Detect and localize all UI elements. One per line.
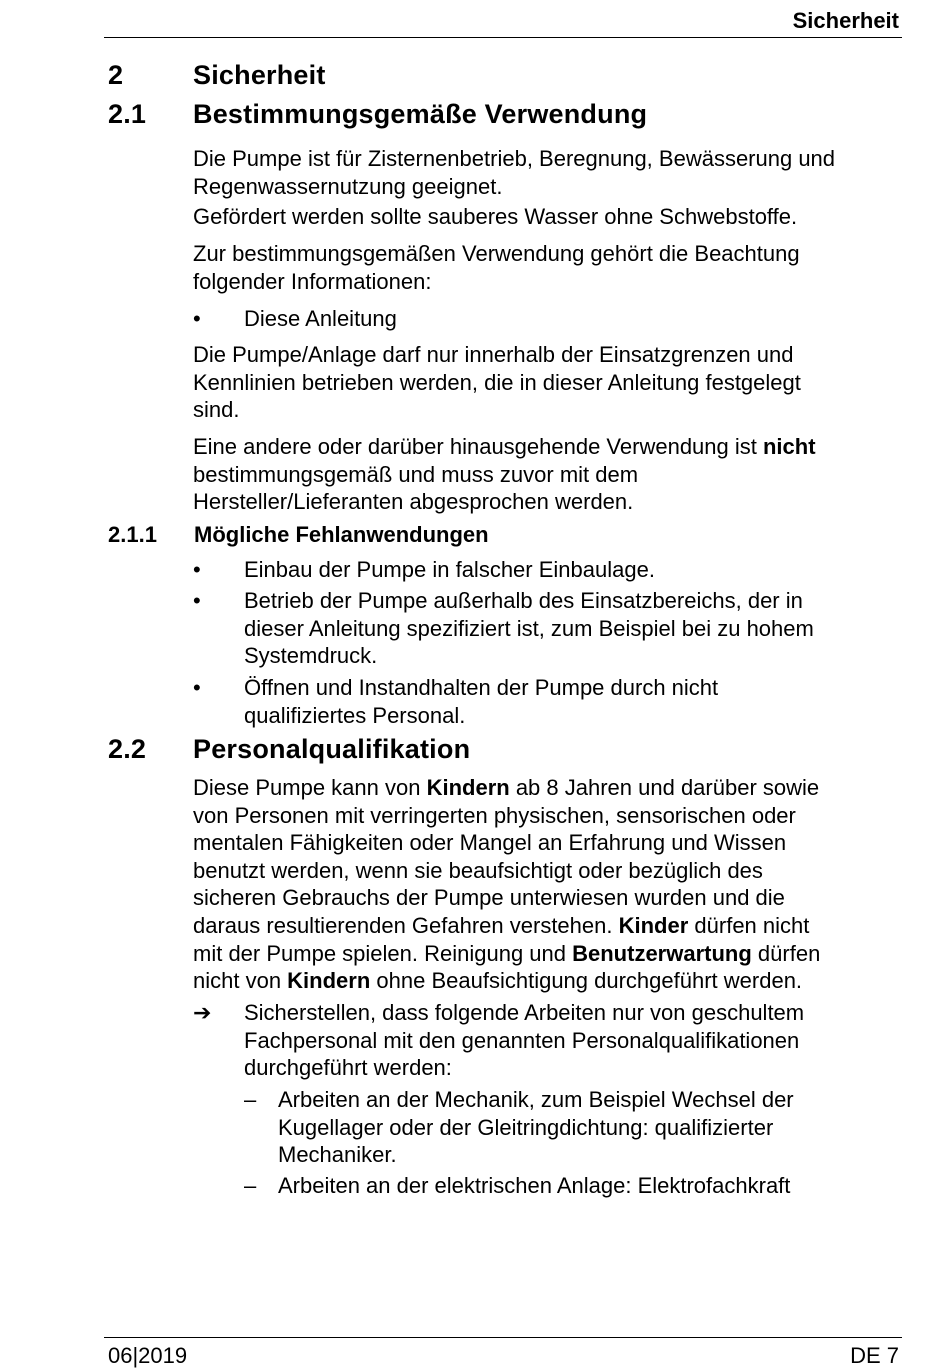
text-run: dürfen nicht — [688, 912, 810, 938]
text-line: sind. — [193, 397, 240, 423]
bullet-marker: • — [193, 306, 201, 331]
text-line — [193, 967, 903, 995]
text-run: ohne Beaufsichtigung durchgeführt werden. — [370, 968, 803, 994]
text-line: Öffnen und Instandhalten der Pumpe durch nicht — [244, 675, 719, 700]
paragraph-limits — [193, 341, 903, 424]
text-line: bestimmungsgemäß und muss zuvor mit dem — [193, 461, 639, 487]
text-line: benutzt werden, wenn sie beaufsichtigt oder bezüglich des — [193, 857, 763, 883]
text-line: folgender Informationen: — [193, 268, 432, 294]
bullet-marker: • — [193, 557, 201, 582]
text-line: Gefördert werden sollte sauberes Wasser ohne Schwebstoffe. — [193, 204, 798, 229]
text-line: Die Pumpe ist für Zisternenbetrieb, Beregnung, Bewässerung und — [193, 146, 836, 171]
text-line — [193, 940, 903, 968]
list-item-text: Diese Anleitung — [244, 306, 397, 331]
text-line: von Personen mit verringerten physischen, sensorischen oder — [193, 802, 796, 828]
bold-text: Benutzerwartung — [572, 940, 752, 966]
section-2-1-heading — [108, 99, 647, 130]
bullet-marker: • — [193, 588, 201, 613]
text-line: Sicherstellen, dass folgende Arbeiten nur von geschultem — [244, 1000, 805, 1025]
bold-text: nicht — [762, 434, 816, 459]
section-2-2-heading — [108, 734, 470, 765]
section-2-1-1-heading — [108, 522, 489, 548]
list-item-text: Einbau der Pumpe in falscher Einbaulage. — [244, 557, 655, 582]
text-run: nicht von — [193, 968, 288, 994]
paragraph-clean-water — [193, 203, 903, 231]
paragraph-observance — [193, 240, 903, 295]
section-2-heading — [108, 60, 326, 91]
text-run: Eine andere oder darüber hinausgehende Verwendung ist — [193, 434, 763, 459]
paragraph-other-use — [193, 433, 903, 516]
text-line — [193, 912, 903, 940]
text-line: Regenwassernutzung geeignet. — [193, 173, 503, 199]
page-number: DE 7 — [850, 1343, 899, 1368]
header-divider — [104, 37, 902, 38]
text-run: daraus resultierenden Gefahren verstehen. — [193, 912, 619, 938]
footer-divider — [104, 1337, 902, 1338]
list-item-text — [244, 587, 894, 670]
text-line: Systemdruck. — [244, 643, 378, 669]
bold-text: Kindern — [287, 968, 371, 994]
text-line: qualifiziertes Personal. — [244, 702, 466, 728]
section-title: Personalqualifikation — [193, 734, 471, 764]
text-run: Diese Pumpe kann von — [193, 775, 427, 800]
dash-marker: – — [244, 1087, 257, 1112]
bold-text: Kinder — [618, 912, 689, 938]
bold-text: Kindern — [426, 775, 510, 800]
sub-list-item-text: Arbeiten an der elektrischen Anlage: Elektrofachkraft — [278, 1173, 791, 1198]
section-number: 2.1.1 — [108, 522, 157, 547]
text-line: Fachpersonal mit den genannten Personalqualifikationen — [244, 1027, 800, 1053]
section-title: Mögliche Fehlanwendungen — [194, 522, 489, 547]
text-line — [193, 774, 903, 802]
text-run: ab 8 Jahren und darüber sowie — [509, 775, 820, 800]
text-line — [193, 433, 903, 461]
arrow-right-icon: ➔ — [193, 1000, 212, 1025]
text-line: Die Pumpe/Anlage darf nur innerhalb der Einsatzgrenzen und — [193, 342, 794, 367]
action-item-text — [244, 999, 894, 1082]
footer-date: 06|2019 — [108, 1343, 188, 1368]
text-line: Arbeiten an der Mechanik, zum Beispiel Wechsel der — [278, 1087, 794, 1112]
text-line: Mechaniker. — [278, 1142, 397, 1168]
text-line: Zur bestimmungsgemäßen Verwendung gehört die Beachtung — [193, 241, 800, 266]
paragraph-qualification — [193, 774, 903, 995]
text-line: mentalen Fähigkeiten oder Mangel an Erfahrung und Wissen — [193, 830, 787, 856]
text-line: dieser Anleitung spezifiziert ist, zum Beispiel bei zu hohem — [244, 615, 814, 641]
section-number: 2.2 — [108, 734, 147, 764]
dash-marker: – — [244, 1173, 257, 1198]
text-line: sicheren Gebrauchs der Pumpe unterwiesen wurden und die — [193, 885, 785, 911]
section-title: Sicherheit — [193, 60, 326, 90]
list-item-text — [244, 674, 894, 729]
text-line: Betrieb der Pumpe außerhalb des Einsatzbereichs, der in — [244, 588, 803, 613]
text-run: dürfen — [751, 940, 821, 966]
text-line: Hersteller/Lieferanten abgesprochen werden. — [193, 489, 634, 515]
running-header: Sicherheit — [792, 8, 899, 33]
section-title: Bestimmungsgemäße Verwendung — [193, 99, 648, 129]
text-run: mit der Pumpe spielen. Reinigung und — [193, 940, 573, 966]
paragraph-intended-use — [193, 145, 903, 200]
text-line: Kennlinien betrieben werden, die in dieser Anleitung festgelegt — [193, 369, 801, 395]
text-line: durchgeführt werden: — [244, 1055, 452, 1081]
sub-list-item-text — [278, 1086, 888, 1169]
section-number: 2.1 — [108, 99, 147, 129]
text-line: Kugellager oder der Gleitringdichtung: qualifizierter — [278, 1114, 774, 1140]
bullet-marker: • — [193, 675, 201, 700]
section-number: 2 — [108, 60, 124, 90]
